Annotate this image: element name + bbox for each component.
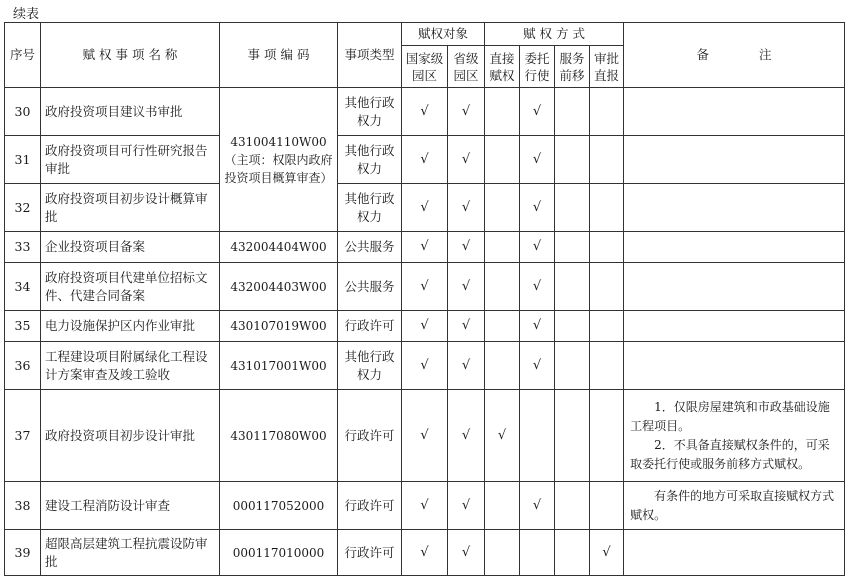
- cell-remarks: [624, 482, 845, 530]
- cell-item-code: 430107019W00: [220, 311, 338, 342]
- header-target-national: 国家级 园区: [402, 46, 448, 88]
- cell-seq: 36: [5, 342, 41, 390]
- cell-item-code: 430117080W00: [220, 390, 338, 482]
- cell-remarks: [624, 311, 845, 342]
- cell-empty-approval: [590, 482, 624, 530]
- table-row: [5, 342, 845, 390]
- authorization-table: [4, 22, 845, 576]
- cell-remarks: [624, 184, 845, 232]
- table-row: [5, 482, 845, 530]
- table-row: [5, 88, 845, 136]
- cell-remarks: [624, 390, 845, 482]
- cell-empty-service: [555, 482, 590, 530]
- cell-empty-approval: [590, 184, 624, 232]
- cell-check-entrust: √: [520, 482, 555, 530]
- cell-item-type: 行政许可: [338, 482, 402, 530]
- cell-seq: 31: [5, 136, 41, 184]
- cell-remarks: [624, 263, 845, 311]
- cell-seq: 32: [5, 184, 41, 232]
- cell-empty-service: [555, 88, 590, 136]
- cell-item-name: 政府投资项目初步设计概算审批: [41, 184, 220, 232]
- cell-check-direct: √: [485, 390, 520, 482]
- cell-check-provincial: √: [448, 88, 485, 136]
- cell-empty-direct: [485, 88, 520, 136]
- cell-check-national: √: [402, 184, 448, 232]
- header-method-direct: 直接 赋权: [485, 46, 520, 88]
- header-method-service: 服务 前移: [555, 46, 590, 88]
- cell-item-type: 公共服务: [338, 263, 402, 311]
- table-row: [5, 311, 845, 342]
- header-remarks: 备 注: [624, 23, 845, 88]
- cell-check-national: √: [402, 482, 448, 530]
- cell-empty-direct: [485, 342, 520, 390]
- header-seq: 序号: [5, 23, 41, 88]
- cell-empty-approval: [590, 232, 624, 263]
- table-caption: 续表: [13, 7, 40, 22]
- header-target-group: 赋权对象: [402, 23, 485, 46]
- cell-check-provincial: √: [448, 311, 485, 342]
- cell-check-entrust: √: [520, 184, 555, 232]
- header-method-group: 赋 权 方 式: [485, 23, 624, 46]
- header-item-type: 事项类型: [338, 23, 402, 88]
- cell-item-name: 政府投资项目代建单位招标文件、代建合同备案: [41, 263, 220, 311]
- cell-check-provincial: √: [448, 136, 485, 184]
- cell-check-national: √: [402, 263, 448, 311]
- cell-empty-service: [555, 311, 590, 342]
- cell-item-type: 其他行政权力: [338, 342, 402, 390]
- remark-line: 有条件的地方可采取直接赋权方式赋权。: [630, 488, 835, 522]
- cell-seq: 35: [5, 311, 41, 342]
- cell-check-provincial: √: [448, 342, 485, 390]
- header-method-entrust: 委托 行使: [520, 46, 555, 88]
- cell-item-code: 432004404W00: [220, 232, 338, 263]
- table-row: [5, 390, 845, 482]
- cell-item-code: 000117052000: [220, 482, 338, 530]
- cell-item-type: 行政许可: [338, 530, 402, 576]
- cell-check-provincial: √: [448, 390, 485, 482]
- cell-empty-entrust: [520, 530, 555, 576]
- header-method-approval: 审批 直报: [590, 46, 624, 88]
- cell-item-name: 工程建设项目附属绿化工程设计方案审查及竣工验收: [41, 342, 220, 390]
- cell-check-entrust: √: [520, 232, 555, 263]
- cell-item-code: 000117010000: [220, 530, 338, 576]
- cell-check-approval: √: [590, 530, 624, 576]
- cell-empty-approval: [590, 390, 624, 482]
- cell-item-code: 432004403W00: [220, 263, 338, 311]
- cell-check-entrust: √: [520, 136, 555, 184]
- cell-empty-approval: [590, 263, 624, 311]
- table-row: [5, 263, 845, 311]
- cell-empty-direct: [485, 263, 520, 311]
- cell-check-entrust: √: [520, 311, 555, 342]
- cell-seq: 39: [5, 530, 41, 576]
- cell-check-national: √: [402, 530, 448, 576]
- cell-check-national: √: [402, 232, 448, 263]
- cell-check-national: √: [402, 311, 448, 342]
- cell-seq: 30: [5, 88, 41, 136]
- cell-item-name: 电力设施保护区内作业审批: [41, 311, 220, 342]
- cell-check-provincial: √: [448, 482, 485, 530]
- cell-empty-direct: [485, 530, 520, 576]
- cell-item-name: 政府投资项目初步设计审批: [41, 390, 220, 482]
- table-row: [5, 184, 845, 232]
- cell-remarks: [624, 88, 845, 136]
- cell-empty-service: [555, 136, 590, 184]
- cell-item-type: 其他行政权力: [338, 184, 402, 232]
- cell-check-entrust: √: [520, 342, 555, 390]
- cell-empty-approval: [590, 342, 624, 390]
- cell-remarks: [624, 342, 845, 390]
- cell-check-provincial: √: [448, 263, 485, 311]
- cell-empty-direct: [485, 184, 520, 232]
- cell-check-provincial: √: [448, 232, 485, 263]
- cell-item-type: 公共服务: [338, 232, 402, 263]
- cell-item-type: 行政许可: [338, 390, 402, 482]
- header-item-name: 赋 权 事 项 名 称: [41, 23, 220, 88]
- header-item-code: 事 项 编 码: [220, 23, 338, 88]
- cell-seq: 34: [5, 263, 41, 311]
- cell-empty-approval: [590, 311, 624, 342]
- cell-remarks: [624, 232, 845, 263]
- cell-check-entrust: √: [520, 263, 555, 311]
- cell-check-provincial: √: [448, 530, 485, 576]
- cell-empty-direct: [485, 232, 520, 263]
- cell-check-provincial: √: [448, 184, 485, 232]
- cell-empty-approval: [590, 136, 624, 184]
- cell-remarks: [624, 530, 845, 576]
- cell-item-name: 政府投资项目建议书审批: [41, 88, 220, 136]
- cell-check-national: √: [402, 342, 448, 390]
- cell-empty-service: [555, 184, 590, 232]
- cell-item-name: 企业投资项目备案: [41, 232, 220, 263]
- remark-line: 2．不具备直接赋权条件的，可采取委托行使或服务前移方式赋权。: [630, 437, 830, 471]
- cell-check-national: √: [402, 390, 448, 482]
- cell-item-type: 行政许可: [338, 311, 402, 342]
- table-row: [5, 136, 845, 184]
- cell-empty-service: [555, 263, 590, 311]
- cell-item-code: 431017001W00: [220, 342, 338, 390]
- cell-empty-service: [555, 232, 590, 263]
- cell-check-entrust: √: [520, 88, 555, 136]
- cell-item-name: 建设工程消防设计审查: [41, 482, 220, 530]
- cell-item-name: 政府投资项目可行性研究报告审批: [41, 136, 220, 184]
- cell-item-name: 超限高层建筑工程抗震设防审批: [41, 530, 220, 576]
- cell-seq: 33: [5, 232, 41, 263]
- cell-check-national: √: [402, 136, 448, 184]
- cell-empty-service: [555, 530, 590, 576]
- cell-item-type: 其他行政权力: [338, 136, 402, 184]
- cell-item-type: 其他行政权力: [338, 88, 402, 136]
- cell-empty-direct: [485, 482, 520, 530]
- cell-item-code-merged: 431004110W00 （主项：权限内政府 投资项目概算审查）: [220, 88, 338, 232]
- cell-empty-direct: [485, 136, 520, 184]
- cell-empty-service: [555, 342, 590, 390]
- cell-empty-direct: [485, 311, 520, 342]
- cell-seq: 38: [5, 482, 41, 530]
- cell-seq: 37: [5, 390, 41, 482]
- cell-empty-service: [555, 390, 590, 482]
- cell-check-national: √: [402, 88, 448, 136]
- cell-empty-approval: [590, 88, 624, 136]
- cell-remarks: [624, 136, 845, 184]
- remark-line: 1．仅限房屋建筑和市政基础设施工程项目。: [630, 399, 830, 433]
- table-row: [5, 232, 845, 263]
- table-row: [5, 530, 845, 576]
- header-target-provincial: 省级 园区: [448, 46, 485, 88]
- cell-empty-entrust: [520, 390, 555, 482]
